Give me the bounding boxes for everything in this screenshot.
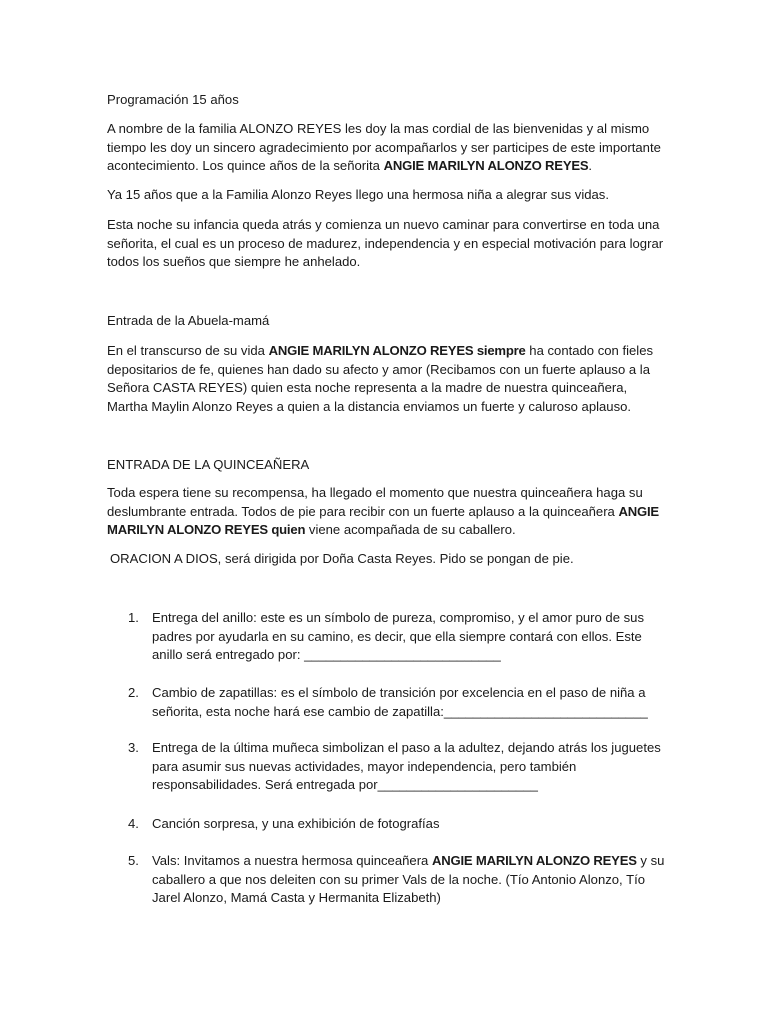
honoree-name: ANGIE MARILYN ALONZO REYES siempre <box>268 343 526 358</box>
vals-lead: Vals: Invitamos a nuestra hermosa quinceañera <box>152 853 432 868</box>
list-text <box>152 852 667 908</box>
list-text: Entrega de la última muñeca simbolizan el paso a la adultez, dejando atrás los juguetes para asumir sus nuevas actividades, mayor independencia, pero también responsabilidades. Será entregada por______________________ <box>152 740 661 793</box>
list-text: Cambio de zapatillas: es el símbolo de transición por excelencia en el paso de niña a señorita, esta noche hará ese cambio de zapatilla:____________________________ <box>152 685 648 719</box>
list-number: 1. <box>128 610 139 625</box>
list-text: Canción sorpresa, y una exhibición de fotografías <box>152 816 440 831</box>
list-number: 5. <box>128 853 139 868</box>
heading-quinceanera: ENTRADA DE LA QUINCEAÑERA <box>107 457 310 472</box>
welcome-tail: . <box>588 158 593 174</box>
honoree-name: ANGIE MARILYN ALONZO REYES <box>383 158 589 174</box>
family-paragraph: Ya 15 años que a la Familia Alonzo Reyes llego una hermosa niña a alegrar sus vidas. <box>107 187 609 202</box>
honoree-name: ANGIE MARILYN ALONZO REYES <box>431 853 637 868</box>
list-number: 2. <box>128 685 139 700</box>
entrance-paragraph <box>107 484 667 540</box>
abuela-lead: En el transcurso de su vida <box>107 343 269 358</box>
welcome-text: A nombre de la familia ALONZO REYES les doy la mas cordial de las bienvenidas y al mismo tiempo les doy un sincero agradecimiento por acompañarlos y ser participes de este importante acontecimiento. Los quince años de la señorita <box>107 121 661 174</box>
list-number: 4. <box>128 816 139 831</box>
list-text: Entrega del anillo: este es un símbolo de pureza, compromiso, y el amor puro de sus padres por ayudarla en su camino, es decir, que ella siempre contará con ellos. Este anillo será entregado por: ___________________________ <box>152 610 645 663</box>
welcome-paragraph <box>107 120 667 176</box>
list-number: 3. <box>128 740 139 755</box>
prayer-line: ORACION A DIOS, será dirigida por Doña Casta Reyes. Pido se pongan de pie. <box>110 551 574 566</box>
heading-abuela: Entrada de la Abuela-mamá <box>107 313 270 328</box>
document-title: Programación 15 años <box>107 92 239 107</box>
honoree-name: ANGIE MARILYN ALONZO REYES quien <box>107 503 659 538</box>
entrance-tail: viene acompañada de su caballero. <box>305 522 516 538</box>
entrance-text: Toda espera tiene su recompensa, ha llegado el momento que nuestra quinceañera haga su deslumbrante entrada. Todos de pie para recibir con un fuerte aplauso a la quinceañera <box>107 485 643 519</box>
childhood-paragraph: Esta noche su infancia queda atrás y comienza un nuevo caminar para convertirse en toda una señorita, el cual es un proceso de madurez, independencia y en especial motivación para lograr todos los sueños que siempre he anhelado. <box>107 217 664 270</box>
abuela-text: ha contado con fieles depositarios de fe, quienes han dado su afecto y amor (Recibamos con un fuerte aplauso a la Señora CASTA REYES) quien esta noche representa a la madre de nuestra quinceañera, Martha Maylin Alonzo Reyes a quien a la distancia enviamos un fuerte y caluroso aplauso. <box>107 343 654 414</box>
abuela-paragraph <box>107 342 667 416</box>
vals-text: y su caballero a que nos deleiten con su primer Vals de la noche. (Tío Antonio Alonzo, Tío Jarel Alonzo, Mamá Casta y Hermanita Elizabeth) <box>152 853 665 906</box>
